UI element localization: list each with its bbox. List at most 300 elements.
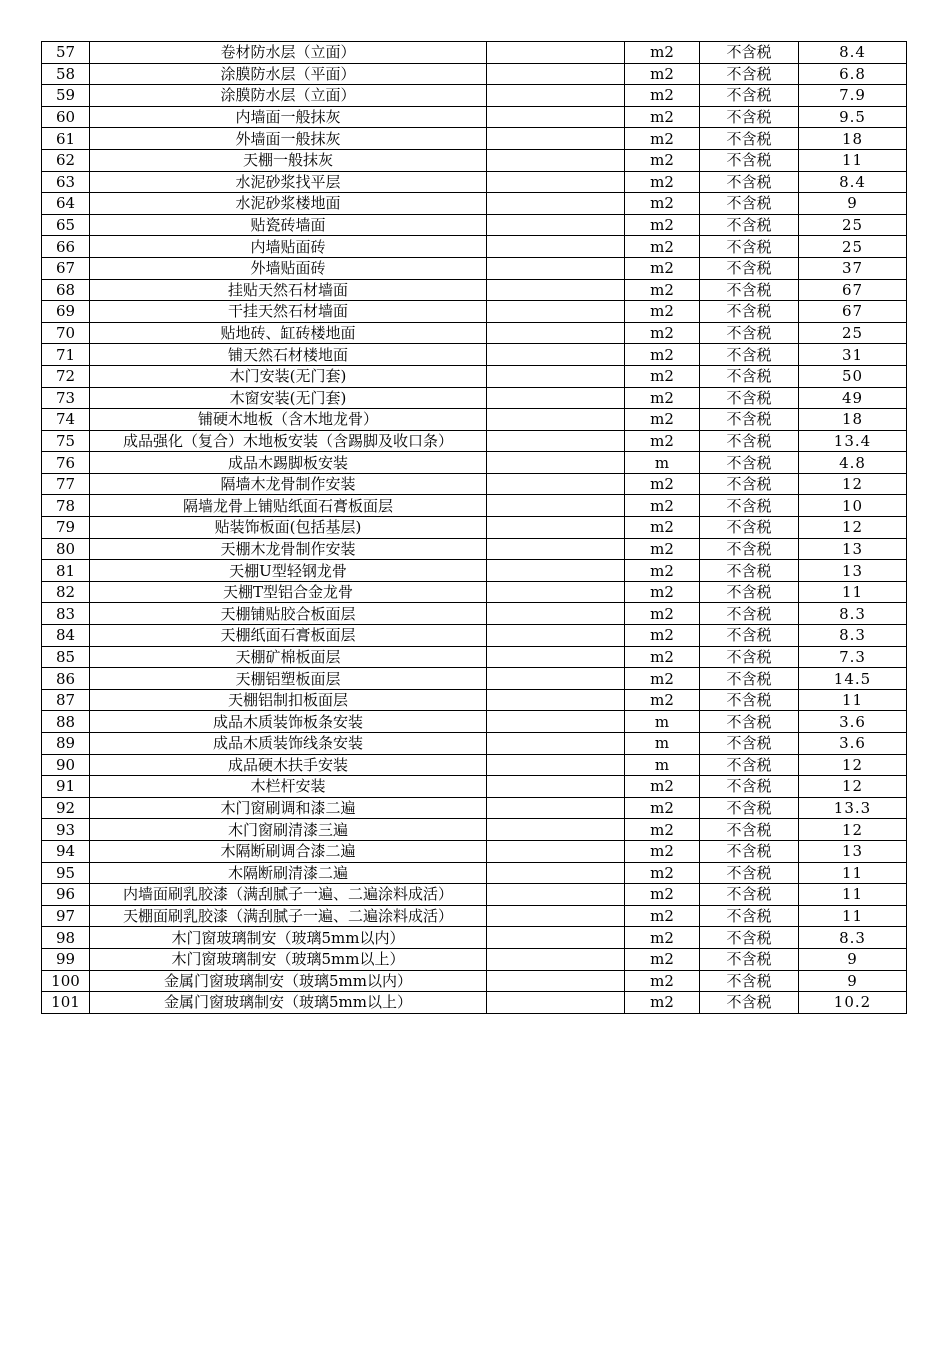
cell-unit: m2 <box>625 409 700 431</box>
cell-unit-price: 4.8 <box>799 452 907 474</box>
cell-unit-price: 18 <box>799 128 907 150</box>
cell-blank <box>487 128 625 150</box>
cell-unit-price: 25 <box>799 214 907 236</box>
table-row <box>42 193 907 215</box>
cell-item-number: 80 <box>42 538 90 560</box>
cell-unit-price: 67 <box>799 279 907 301</box>
cell-blank <box>487 85 625 107</box>
table-row <box>42 797 907 819</box>
cell-unit-price: 7.9 <box>799 85 907 107</box>
cell-unit: m2 <box>625 193 700 215</box>
cell-tax-status: 不含税 <box>700 840 799 862</box>
cell-unit: m2 <box>625 214 700 236</box>
table-row <box>42 970 907 992</box>
cell-unit: m2 <box>625 840 700 862</box>
cell-unit-price: 11 <box>799 581 907 603</box>
cell-item-number: 77 <box>42 473 90 495</box>
cell-blank <box>487 992 625 1014</box>
cell-blank <box>487 603 625 625</box>
cell-tax-status: 不含税 <box>700 85 799 107</box>
cell-item-number: 70 <box>42 322 90 344</box>
cell-tax-status: 不含税 <box>700 711 799 733</box>
cell-unit-price: 11 <box>799 689 907 711</box>
cell-item-name: 水泥砂浆楼地面 <box>90 193 487 215</box>
cell-unit: m2 <box>625 257 700 279</box>
cell-blank <box>487 884 625 906</box>
cell-unit: m2 <box>625 149 700 171</box>
cell-item-number: 73 <box>42 387 90 409</box>
cell-tax-status: 不含税 <box>700 797 799 819</box>
cell-blank <box>487 797 625 819</box>
cell-tax-status: 不含税 <box>700 322 799 344</box>
cell-item-name: 贴地砖、缸砖楼地面 <box>90 322 487 344</box>
cell-unit: m <box>625 711 700 733</box>
cell-item-name: 木隔断刷清漆二遍 <box>90 862 487 884</box>
cell-unit-price: 8.3 <box>799 625 907 647</box>
cell-unit: m2 <box>625 776 700 798</box>
table-row <box>42 625 907 647</box>
table-row <box>42 927 907 949</box>
cell-unit-price: 10 <box>799 495 907 517</box>
cell-unit-price: 11 <box>799 862 907 884</box>
table-row <box>42 581 907 603</box>
cell-tax-status: 不含税 <box>700 214 799 236</box>
cell-tax-status: 不含税 <box>700 776 799 798</box>
cell-blank <box>487 473 625 495</box>
table-row <box>42 948 907 970</box>
cell-item-name: 贴装饰板面(包括基层) <box>90 517 487 539</box>
cell-unit-price: 13 <box>799 538 907 560</box>
cell-blank <box>487 905 625 927</box>
cell-item-number: 86 <box>42 668 90 690</box>
cell-blank <box>487 560 625 582</box>
cell-unit-price: 50 <box>799 365 907 387</box>
cell-item-number: 94 <box>42 840 90 862</box>
cell-unit: m2 <box>625 992 700 1014</box>
cell-blank <box>487 970 625 992</box>
cell-item-name: 贴瓷砖墙面 <box>90 214 487 236</box>
cell-item-name: 木窗安装(无门套) <box>90 387 487 409</box>
cell-tax-status: 不含税 <box>700 625 799 647</box>
cell-tax-status: 不含税 <box>700 948 799 970</box>
cell-item-number: 99 <box>42 948 90 970</box>
cell-blank <box>487 430 625 452</box>
cell-unit: m2 <box>625 560 700 582</box>
cell-unit: m2 <box>625 905 700 927</box>
cell-blank <box>487 409 625 431</box>
cell-item-name: 铺天然石材楼地面 <box>90 344 487 366</box>
cell-unit-price: 8.4 <box>799 42 907 64</box>
table-row <box>42 387 907 409</box>
cell-item-name: 木门窗玻璃制安（玻璃5mm以内） <box>90 927 487 949</box>
cell-unit: m2 <box>625 538 700 560</box>
table-row <box>42 538 907 560</box>
cell-unit: m2 <box>625 85 700 107</box>
cell-item-name: 木门窗刷调和漆二遍 <box>90 797 487 819</box>
table-row <box>42 517 907 539</box>
cell-blank <box>487 668 625 690</box>
cell-item-number: 60 <box>42 106 90 128</box>
cell-unit: m2 <box>625 819 700 841</box>
cell-blank <box>487 646 625 668</box>
cell-unit: m <box>625 754 700 776</box>
cell-tax-status: 不含税 <box>700 149 799 171</box>
cell-unit-price: 9 <box>799 193 907 215</box>
cell-item-number: 72 <box>42 365 90 387</box>
cell-unit: m2 <box>625 387 700 409</box>
cell-unit-price: 25 <box>799 236 907 258</box>
table-row <box>42 711 907 733</box>
cell-item-number: 69 <box>42 301 90 323</box>
price-table-body <box>42 42 907 1014</box>
cell-unit-price: 8.3 <box>799 927 907 949</box>
table-row <box>42 236 907 258</box>
cell-tax-status: 不含税 <box>700 517 799 539</box>
cell-item-number: 84 <box>42 625 90 647</box>
table-row <box>42 214 907 236</box>
cell-blank <box>487 948 625 970</box>
cell-item-number: 71 <box>42 344 90 366</box>
cell-item-name: 天棚铝制扣板面层 <box>90 689 487 711</box>
cell-item-number: 67 <box>42 257 90 279</box>
cell-unit: m2 <box>625 236 700 258</box>
cell-tax-status: 不含税 <box>700 646 799 668</box>
cell-unit: m <box>625 452 700 474</box>
cell-blank <box>487 495 625 517</box>
table-row <box>42 452 907 474</box>
cell-blank <box>487 171 625 193</box>
cell-blank <box>487 452 625 474</box>
cell-tax-status: 不含税 <box>700 106 799 128</box>
cell-unit: m2 <box>625 365 700 387</box>
table-row <box>42 430 907 452</box>
cell-item-name: 隔墙龙骨上铺贴纸面石膏板面层 <box>90 495 487 517</box>
cell-blank <box>487 689 625 711</box>
table-row <box>42 884 907 906</box>
cell-unit-price: 37 <box>799 257 907 279</box>
cell-unit: m2 <box>625 927 700 949</box>
cell-unit: m2 <box>625 473 700 495</box>
cell-unit-price: 8.3 <box>799 603 907 625</box>
table-row <box>42 733 907 755</box>
cell-item-number: 85 <box>42 646 90 668</box>
cell-unit: m2 <box>625 948 700 970</box>
cell-item-name: 挂贴天然石材墙面 <box>90 279 487 301</box>
cell-blank <box>487 149 625 171</box>
cell-unit-price: 11 <box>799 884 907 906</box>
table-row <box>42 171 907 193</box>
cell-item-name: 金属门窗玻璃制安（玻璃5mm以内） <box>90 970 487 992</box>
cell-tax-status: 不含税 <box>700 862 799 884</box>
cell-blank <box>487 733 625 755</box>
table-row <box>42 905 907 927</box>
cell-unit-price: 14.5 <box>799 668 907 690</box>
cell-item-number: 74 <box>42 409 90 431</box>
cell-unit-price: 13 <box>799 560 907 582</box>
cell-item-number: 59 <box>42 85 90 107</box>
cell-unit: m2 <box>625 430 700 452</box>
table-row <box>42 603 907 625</box>
cell-unit: m2 <box>625 625 700 647</box>
cell-unit: m2 <box>625 495 700 517</box>
cell-item-number: 64 <box>42 193 90 215</box>
table-row <box>42 42 907 64</box>
cell-tax-status: 不含税 <box>700 992 799 1014</box>
cell-item-name: 外墙贴面砖 <box>90 257 487 279</box>
cell-blank <box>487 581 625 603</box>
cell-unit-price: 12 <box>799 473 907 495</box>
cell-item-name: 天棚矿棉板面层 <box>90 646 487 668</box>
cell-item-number: 76 <box>42 452 90 474</box>
cell-blank <box>487 193 625 215</box>
cell-unit-price: 13.3 <box>799 797 907 819</box>
cell-unit-price: 18 <box>799 409 907 431</box>
cell-item-number: 79 <box>42 517 90 539</box>
cell-blank <box>487 214 625 236</box>
cell-tax-status: 不含税 <box>700 365 799 387</box>
cell-tax-status: 不含税 <box>700 279 799 301</box>
cell-item-name: 天棚面刷乳胶漆（满刮腻子一遍、二遍涂料成活） <box>90 905 487 927</box>
cell-item-number: 78 <box>42 495 90 517</box>
cell-tax-status: 不含税 <box>700 430 799 452</box>
table-row <box>42 495 907 517</box>
cell-blank <box>487 625 625 647</box>
cell-item-number: 58 <box>42 63 90 85</box>
cell-blank <box>487 301 625 323</box>
cell-item-number: 93 <box>42 819 90 841</box>
cell-item-name: 内墙贴面砖 <box>90 236 487 258</box>
cell-item-name: 铺硬木地板（含木地龙骨） <box>90 409 487 431</box>
cell-item-name: 外墙面一般抹灰 <box>90 128 487 150</box>
cell-unit: m2 <box>625 128 700 150</box>
cell-unit: m2 <box>625 171 700 193</box>
cell-unit-price: 12 <box>799 754 907 776</box>
cell-item-number: 91 <box>42 776 90 798</box>
cell-tax-status: 不含税 <box>700 409 799 431</box>
cell-unit: m2 <box>625 668 700 690</box>
cell-blank <box>487 754 625 776</box>
cell-blank <box>487 927 625 949</box>
table-row <box>42 819 907 841</box>
cell-unit-price: 31 <box>799 344 907 366</box>
table-row <box>42 322 907 344</box>
cell-tax-status: 不含税 <box>700 970 799 992</box>
cell-item-name: 水泥砂浆找平层 <box>90 171 487 193</box>
cell-item-number: 82 <box>42 581 90 603</box>
cell-unit: m2 <box>625 884 700 906</box>
cell-item-number: 89 <box>42 733 90 755</box>
cell-tax-status: 不含税 <box>700 689 799 711</box>
cell-tax-status: 不含税 <box>700 128 799 150</box>
cell-unit-price: 13.4 <box>799 430 907 452</box>
cell-blank <box>487 63 625 85</box>
cell-unit: m <box>625 733 700 755</box>
cell-blank <box>487 819 625 841</box>
cell-unit-price: 12 <box>799 776 907 798</box>
cell-item-name: 内墙面一般抹灰 <box>90 106 487 128</box>
cell-item-name: 涂膜防水层（立面） <box>90 85 487 107</box>
cell-tax-status: 不含税 <box>700 884 799 906</box>
cell-blank <box>487 862 625 884</box>
cell-tax-status: 不含税 <box>700 193 799 215</box>
cell-tax-status: 不含税 <box>700 733 799 755</box>
table-row <box>42 344 907 366</box>
cell-item-name: 天棚木龙骨制作安装 <box>90 538 487 560</box>
table-row <box>42 279 907 301</box>
cell-item-number: 87 <box>42 689 90 711</box>
cell-blank <box>487 776 625 798</box>
table-row <box>42 646 907 668</box>
cell-item-number: 63 <box>42 171 90 193</box>
cell-tax-status: 不含税 <box>700 42 799 64</box>
table-row <box>42 992 907 1014</box>
cell-item-name: 成品硬木扶手安装 <box>90 754 487 776</box>
table-row <box>42 257 907 279</box>
cell-tax-status: 不含税 <box>700 819 799 841</box>
cell-blank <box>487 517 625 539</box>
cell-unit-price: 6.8 <box>799 63 907 85</box>
cell-item-name: 天棚纸面石膏板面层 <box>90 625 487 647</box>
table-row <box>42 365 907 387</box>
cell-item-number: 88 <box>42 711 90 733</box>
cell-item-name: 成品木质装饰线条安装 <box>90 733 487 755</box>
table-row <box>42 63 907 85</box>
cell-unit: m2 <box>625 797 700 819</box>
cell-item-number: 81 <box>42 560 90 582</box>
cell-item-name: 内墙面刷乳胶漆（满刮腻子一遍、二遍涂料成活） <box>90 884 487 906</box>
cell-unit-price: 7.3 <box>799 646 907 668</box>
cell-unit: m2 <box>625 646 700 668</box>
cell-unit: m2 <box>625 301 700 323</box>
cell-tax-status: 不含税 <box>700 538 799 560</box>
cell-tax-status: 不含税 <box>700 668 799 690</box>
cell-unit-price: 12 <box>799 517 907 539</box>
cell-item-number: 98 <box>42 927 90 949</box>
cell-item-name: 天棚T型铝合金龙骨 <box>90 581 487 603</box>
table-row <box>42 776 907 798</box>
cell-item-number: 61 <box>42 128 90 150</box>
table-row <box>42 106 907 128</box>
cell-blank <box>487 42 625 64</box>
cell-unit-price: 49 <box>799 387 907 409</box>
table-row <box>42 689 907 711</box>
cell-tax-status: 不含税 <box>700 560 799 582</box>
cell-tax-status: 不含税 <box>700 905 799 927</box>
cell-unit-price: 3.6 <box>799 711 907 733</box>
cell-unit: m2 <box>625 42 700 64</box>
cell-unit: m2 <box>625 581 700 603</box>
cell-unit-price: 67 <box>799 301 907 323</box>
cell-item-number: 83 <box>42 603 90 625</box>
cell-item-name: 木隔断刷调合漆二遍 <box>90 840 487 862</box>
cell-item-name: 成品木踢脚板安装 <box>90 452 487 474</box>
cell-blank <box>487 106 625 128</box>
cell-tax-status: 不含税 <box>700 754 799 776</box>
cell-item-name: 隔墙木龙骨制作安装 <box>90 473 487 495</box>
table-row <box>42 301 907 323</box>
cell-tax-status: 不含税 <box>700 452 799 474</box>
table-row <box>42 85 907 107</box>
cell-blank <box>487 279 625 301</box>
table-row <box>42 862 907 884</box>
cell-item-name: 木门窗玻璃制安（玻璃5mm以上） <box>90 948 487 970</box>
cell-item-name: 成品木质装饰板条安装 <box>90 711 487 733</box>
cell-unit: m2 <box>625 517 700 539</box>
cell-item-number: 75 <box>42 430 90 452</box>
table-row <box>42 668 907 690</box>
table-row <box>42 409 907 431</box>
cell-unit: m2 <box>625 862 700 884</box>
cell-unit: m2 <box>625 344 700 366</box>
cell-item-name: 金属门窗玻璃制安（玻璃5mm以上） <box>90 992 487 1014</box>
table-row <box>42 149 907 171</box>
cell-unit: m2 <box>625 970 700 992</box>
cell-tax-status: 不含税 <box>700 236 799 258</box>
cell-blank <box>487 538 625 560</box>
cell-item-number: 65 <box>42 214 90 236</box>
cell-item-number: 92 <box>42 797 90 819</box>
cell-blank <box>487 344 625 366</box>
cell-unit-price: 12 <box>799 819 907 841</box>
cell-unit-price: 11 <box>799 149 907 171</box>
cell-item-number: 62 <box>42 149 90 171</box>
cell-unit-price: 9 <box>799 948 907 970</box>
cell-item-name: 木门安装(无门套) <box>90 365 487 387</box>
cell-item-name: 天棚铺贴胶合板面层 <box>90 603 487 625</box>
table-row <box>42 754 907 776</box>
cell-item-name: 天棚U型轻钢龙骨 <box>90 560 487 582</box>
cell-blank <box>487 322 625 344</box>
cell-item-number: 100 <box>42 970 90 992</box>
cell-unit-price: 9 <box>799 970 907 992</box>
cell-item-name: 天棚铝塑板面层 <box>90 668 487 690</box>
cell-tax-status: 不含税 <box>700 603 799 625</box>
table-row <box>42 560 907 582</box>
cell-item-name: 成品强化（复合）木地板安装（含踢脚及收口条） <box>90 430 487 452</box>
cell-blank <box>487 840 625 862</box>
cell-unit-price: 8.4 <box>799 171 907 193</box>
cell-item-number: 97 <box>42 905 90 927</box>
cell-unit-price: 10.2 <box>799 992 907 1014</box>
cell-unit: m2 <box>625 603 700 625</box>
cell-item-name: 天棚一般抹灰 <box>90 149 487 171</box>
cell-item-number: 95 <box>42 862 90 884</box>
cell-unit-price: 11 <box>799 905 907 927</box>
cell-tax-status: 不含税 <box>700 387 799 409</box>
cell-item-name: 卷材防水层（立面） <box>90 42 487 64</box>
cell-item-number: 101 <box>42 992 90 1014</box>
table-row <box>42 128 907 150</box>
cell-unit-price: 13 <box>799 840 907 862</box>
cell-tax-status: 不含税 <box>700 344 799 366</box>
cell-tax-status: 不含税 <box>700 927 799 949</box>
cell-item-number: 66 <box>42 236 90 258</box>
cell-item-name: 涂膜防水层（平面） <box>90 63 487 85</box>
cell-blank <box>487 387 625 409</box>
cell-tax-status: 不含税 <box>700 581 799 603</box>
cell-unit: m2 <box>625 322 700 344</box>
table-row <box>42 473 907 495</box>
cell-item-name: 木栏杆安装 <box>90 776 487 798</box>
cell-tax-status: 不含税 <box>700 63 799 85</box>
cell-item-number: 68 <box>42 279 90 301</box>
cell-unit: m2 <box>625 63 700 85</box>
cell-tax-status: 不含税 <box>700 495 799 517</box>
cell-blank <box>487 236 625 258</box>
cell-item-number: 96 <box>42 884 90 906</box>
cell-item-number: 57 <box>42 42 90 64</box>
cell-unit-price: 9.5 <box>799 106 907 128</box>
